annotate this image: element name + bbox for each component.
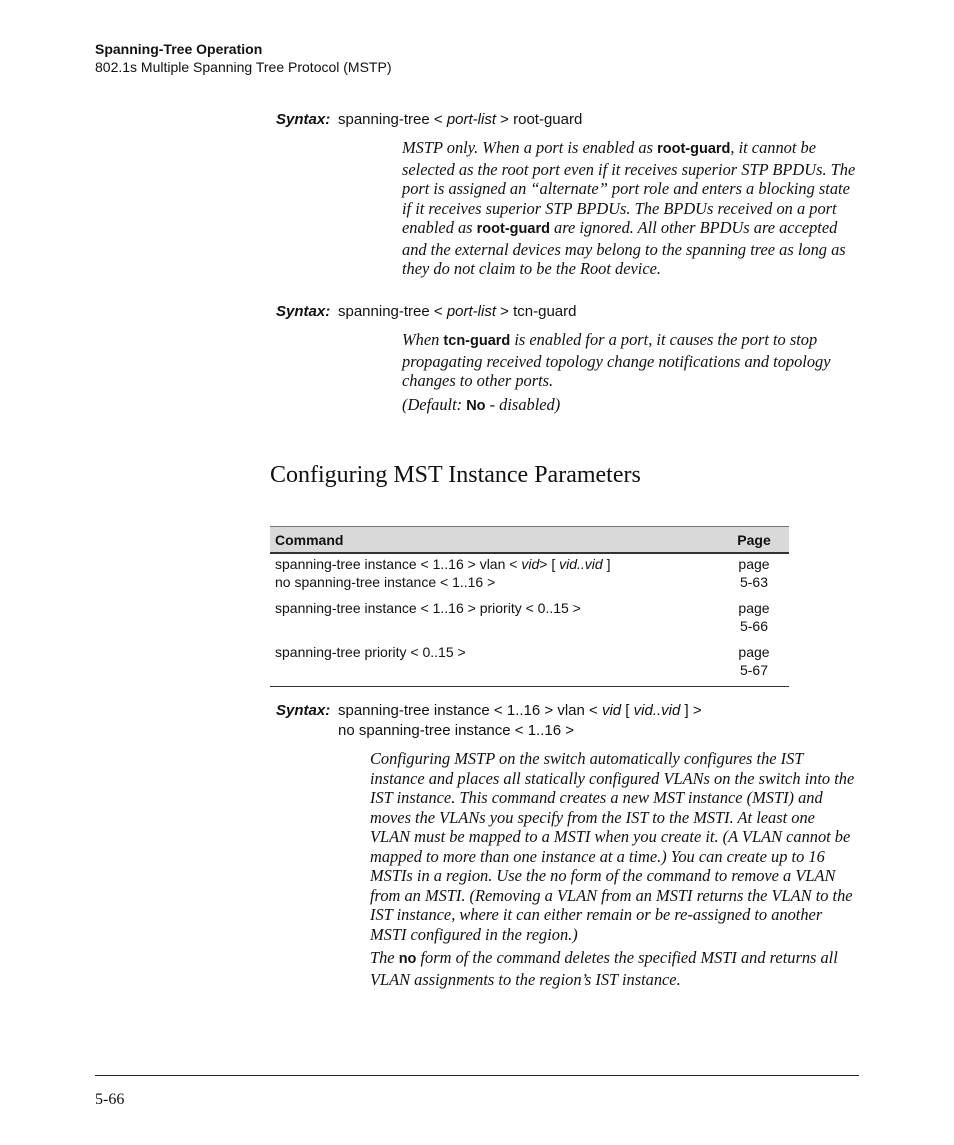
page-number: 5-66 [95, 1091, 125, 1108]
tcn-guard-syntax: Syntax: spanning-tree < port-list > tcn-guard [276, 303, 577, 320]
footer-rule [95, 1075, 859, 1076]
tcn-guard-description: When tcn-guard is enabled for a port, it causes the port to stop propagating received topology change notifications and topology changes to other ports. (Default: No - disabled) [402, 330, 852, 420]
instance-syntax: Syntax: spanning-tree instance < 1..16 > vlan < vid [ vid..vid ] > no spanning-tree instance < 1..16 > [276, 702, 702, 739]
running-header-subsection: 802.1s Multiple Spanning Tree Protocol (MSTP) [95, 59, 392, 75]
col-header-command: Command [270, 527, 719, 554]
page-cell: page 5-66 [738, 600, 770, 634]
page-cell: page 5-67 [719, 644, 789, 687]
running-header-section: Spanning-Tree Operation [95, 41, 263, 57]
command-table [270, 526, 789, 687]
root-guard-description: MSTP only. When a port is enabled as root-guard, it cannot be selected as the root port even if it receives superior STP BPDUs. The port is assigned an “alternate” port role and enters a blocking state if it receives superior STP BPDUs. The BPDUs received on a port enabled as root-guard are ignored. All other BPDUs are accepted and the external devices may belong to the spanning tree as long as they do not claim to be the Root device. [402, 138, 856, 278]
syntax-label: Syntax: [276, 303, 331, 320]
table-row [270, 644, 789, 687]
command-cell: spanning-tree instance < 1..16 > vlan < vid> [ vid..vid ] no spanning-tree instance < 1..16 > [275, 556, 611, 590]
syntax-label: Syntax: [276, 111, 331, 128]
page-cell: page 5-63 [738, 556, 770, 590]
command-cell: spanning-tree instance < 1..16 > priority < 0..15 > [275, 600, 581, 616]
syntax-label: Syntax: [276, 702, 331, 719]
root-guard-syntax: Syntax: spanning-tree < port-list > root-guard [276, 111, 583, 128]
section-title: Configuring MST Instance Parameters [270, 461, 641, 488]
instance-description: Configuring MSTP on the switch automatically configures the IST instance and places all statically configured VLANs on the switch into the IST instance. This command creates a new MST instance (MSTI) and moves the VLANs you specify from the IST to the MSTI. At least one VLAN must be mapped to a MSTI when you create it. (A VLAN cannot be mapped to more than one instance at a time.) You can create up to 16 MSTIs in a region. Use the no form of the command to remove a VLAN from an MSTI. (Removing a VLAN from an MSTI returns the VLAN to the IST instance, where it can either remain or be re-assigned to another MSTI configured in the region.) The no form of the command deletes the specified MSTI and returns all VLAN assignments to the region’s IST instance. [370, 749, 855, 989]
table-row [270, 553, 789, 600]
table-header-row [270, 527, 789, 554]
command-cell: spanning-tree priority < 0..15 > [270, 644, 719, 687]
tcn-guard-default: (Default: No - disabled) [402, 394, 561, 414]
table-row [270, 600, 789, 644]
col-header-page: Page [719, 527, 789, 554]
instance-syntax-no-form: no spanning-tree instance < 1..16 > [338, 722, 575, 739]
